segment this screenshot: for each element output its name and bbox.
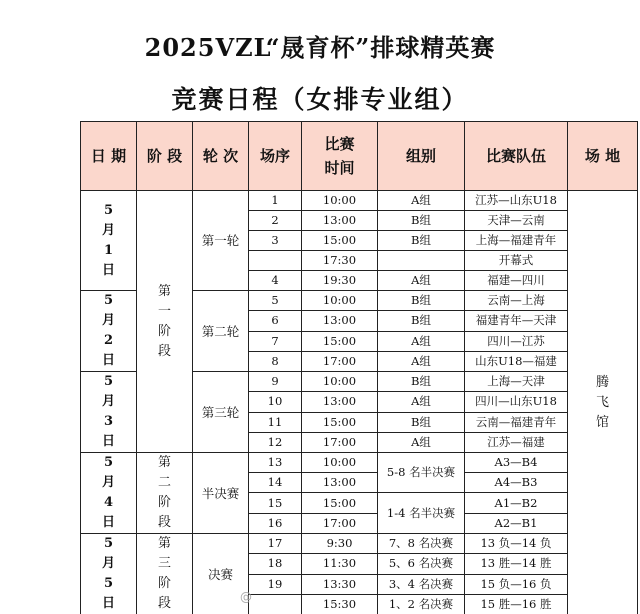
header-row — [81, 122, 638, 191]
teams-cell: 四川—山东U18 — [465, 392, 568, 412]
time-cell: 13:00 — [302, 311, 378, 331]
col-header-stage: 阶 段 — [137, 122, 193, 191]
teams-cell: 云南—上海 — [465, 291, 568, 311]
time-cell: 17:30 — [302, 251, 378, 271]
match-no-cell: 11 — [249, 412, 302, 432]
match-no-cell: 5 — [249, 291, 302, 311]
group-cell: B组 — [378, 291, 465, 311]
group-cell: B组 — [378, 231, 465, 251]
schedule-subtitle: 竞赛日程（女排专业组） — [0, 80, 640, 116]
group-cell: B组 — [378, 372, 465, 392]
date-cell: 5 月 5 日 — [81, 534, 137, 614]
time-cell: 10:00 — [302, 453, 378, 473]
col-header-round: 轮 次 — [193, 122, 249, 191]
group-cell: 7、8 名决赛 — [378, 534, 465, 554]
group-cell: 3、4 名决赛 — [378, 574, 465, 594]
teams-cell: 江苏—山东U18 — [465, 191, 568, 211]
teams-cell: 15 负—16 负 — [465, 574, 568, 594]
match-no-cell: 19 — [249, 574, 302, 594]
teams-cell: 福建青年—天津 — [465, 311, 568, 331]
match-no-cell: 10 — [249, 392, 302, 412]
match-no-cell: 8 — [249, 351, 302, 371]
venue-cell: 腾 飞 馆 — [568, 191, 638, 614]
teams-cell: 天津—云南 — [465, 211, 568, 231]
col-header-venue: 场 地 — [568, 122, 638, 191]
time-cell: 13:00 — [302, 211, 378, 231]
group-cell — [378, 251, 465, 271]
teams-cell: 云南—福建青年 — [465, 412, 568, 432]
group-cell: A组 — [378, 271, 465, 291]
time-cell: 13:00 — [302, 473, 378, 493]
teams-cell: 13 负—14 负 — [465, 534, 568, 554]
teams-cell: A2—B1 — [465, 514, 568, 534]
teams-cell: 福建—四川 — [465, 271, 568, 291]
time-cell: 15:00 — [302, 331, 378, 351]
match-no-cell: 15 — [249, 493, 302, 514]
group-cell: B组 — [378, 211, 465, 231]
teams-cell: 15 胜—16 胜 — [465, 594, 568, 614]
match-no-cell: 16 — [249, 514, 302, 534]
time-cell: 10:00 — [302, 372, 378, 392]
time-cell: 17:00 — [302, 514, 378, 534]
col-header-match-no: 场序 — [249, 122, 302, 191]
time-cell: 15:00 — [302, 412, 378, 432]
time-cell: 13:30 — [302, 574, 378, 594]
round-cell: 第一轮 — [193, 191, 249, 291]
group-cell: B组 — [378, 412, 465, 432]
stage-cell: 第 三 阶 段 — [137, 534, 193, 614]
stage-cell: 第 一 阶 段 — [137, 191, 193, 453]
match-no-cell: 2 — [249, 211, 302, 231]
date-cell: 5 月 3 日 — [81, 372, 137, 453]
match-no-cell: 12 — [249, 432, 302, 452]
col-header-group: 组别 — [378, 122, 465, 191]
stage-cell: 第 二 阶 段 — [137, 453, 193, 534]
match-no-cell: 14 — [249, 473, 302, 493]
col-header-teams: 比赛队伍 — [465, 122, 568, 191]
event-title: 2025VZL“晟育杯”排球精英赛 — [0, 28, 640, 63]
table-row — [81, 534, 638, 554]
group-cell: 5-8 名半决赛 — [378, 453, 465, 493]
teams-cell: A3—B4 — [465, 453, 568, 473]
col-header-time: 比赛 时间 — [302, 122, 378, 191]
match-no-cell: 9 — [249, 372, 302, 392]
teams-cell: A4—B3 — [465, 473, 568, 493]
time-cell: 9:30 — [302, 534, 378, 554]
time-cell: 11:30 — [302, 554, 378, 574]
round-cell: 第三轮 — [193, 372, 249, 453]
time-cell: 13:00 — [302, 392, 378, 412]
teams-cell: 江苏—福建 — [465, 432, 568, 452]
schedule-table — [80, 121, 638, 614]
time-cell: 10:00 — [302, 191, 378, 211]
group-cell: A组 — [378, 432, 465, 452]
group-cell: A组 — [378, 351, 465, 371]
group-cell: A组 — [378, 331, 465, 351]
match-no-cell — [249, 251, 302, 271]
time-cell: 17:00 — [302, 432, 378, 452]
round-cell: 第二轮 — [193, 291, 249, 372]
group-cell: A组 — [378, 191, 465, 211]
match-no-cell: 3 — [249, 231, 302, 251]
teams-cell: A1—B2 — [465, 493, 568, 514]
round-cell: 决赛 — [193, 534, 249, 614]
teams-cell: 开幕式 — [465, 251, 568, 271]
group-cell: 1、2 名决赛 — [378, 594, 465, 614]
date-cell: 5 月 2 日 — [81, 291, 137, 372]
teams-cell: 四川—江苏 — [465, 331, 568, 351]
time-cell: 15:00 — [302, 231, 378, 251]
group-cell: 1-4 名半决赛 — [378, 493, 465, 534]
match-no-cell: 1 — [249, 191, 302, 211]
time-cell: 17:00 — [302, 351, 378, 371]
time-cell: 10:00 — [302, 291, 378, 311]
time-cell: 15:00 — [302, 493, 378, 514]
table-row — [81, 453, 638, 473]
col-header-date: 日 期 — [81, 122, 137, 191]
match-no-cell: 17 — [249, 534, 302, 554]
round-cell: 半决赛 — [193, 453, 249, 534]
match-no-cell: 13 — [249, 453, 302, 473]
schedule-body — [81, 191, 638, 614]
time-cell: 15:30 — [302, 594, 378, 614]
match-no-cell: 6 — [249, 311, 302, 331]
teams-cell: 上海—福建青年 — [465, 231, 568, 251]
group-cell: B组 — [378, 311, 465, 331]
teams-cell: 山东U18—福建 — [465, 351, 568, 371]
date-cell: 5 月 4 日 — [81, 453, 137, 534]
match-no-cell: 4 — [249, 271, 302, 291]
table-row — [81, 191, 638, 211]
group-cell: 5、6 名决赛 — [378, 554, 465, 574]
match-no-cell — [249, 594, 302, 614]
teams-cell: 上海—天津 — [465, 372, 568, 392]
date-cell: 5 月 1 日 — [81, 191, 137, 291]
match-no-cell: 7 — [249, 331, 302, 351]
watermark: @ — [240, 590, 252, 604]
teams-cell: 13 胜—14 胜 — [465, 554, 568, 574]
match-no-cell: 18 — [249, 554, 302, 574]
time-cell: 19:30 — [302, 271, 378, 291]
group-cell: A组 — [378, 392, 465, 412]
